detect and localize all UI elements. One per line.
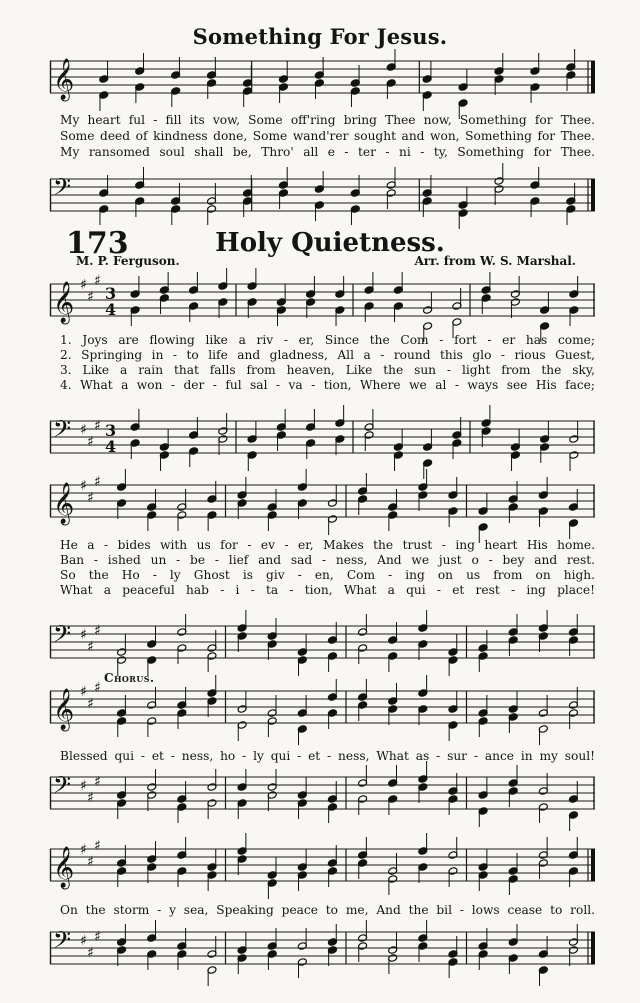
verse-lyric-line: 2. Springing in - to life and gladness, All a - round this glo - rious Guest, <box>60 348 595 362</box>
sharp-icon: ♯ <box>80 778 87 794</box>
sharp-icon: ♯ <box>80 627 87 643</box>
sharp-icon: ♯ <box>94 474 101 490</box>
sharp-icon: ♯ <box>80 684 87 700</box>
chorus-label: Chorus. <box>104 671 155 685</box>
staff-treble <box>50 273 595 323</box>
sharp-icon: ♯ <box>87 289 94 305</box>
lyric-line: My heart ful - fill its vow, Some off'ring bring Thee now, Something for Thee. <box>60 113 595 127</box>
arranger-credit: Arr. from W. S. Marshal. <box>414 254 576 268</box>
sharp-icon: ♯ <box>87 639 94 655</box>
sharp-icon: ♯ <box>87 790 94 806</box>
author-credit: M. P. Ferguson. <box>76 254 180 268</box>
staff-treble <box>50 59 595 100</box>
verse-lyric-line: What a peaceful hab - i - ta - tion, What a qui - et rest - ing place! <box>60 583 595 597</box>
sharp-icon: ♯ <box>80 933 87 949</box>
sharp-icon: ♯ <box>87 696 94 712</box>
time-signature: 3 <box>105 284 117 303</box>
final-barline <box>591 179 595 211</box>
treble-clef-icon: 𝄞 <box>53 59 75 100</box>
staff-treble <box>50 474 595 524</box>
staff-treble <box>50 838 595 888</box>
staff-bass <box>50 415 595 456</box>
verse-lyric-line: 4. What a won - der - ful sal - va - tion, Where we al - ways see His face; <box>60 378 595 392</box>
time-signature: 3 <box>105 421 117 440</box>
bass-clef-icon: 𝄢 <box>53 620 72 653</box>
chorus-lyric-line: Blessed qui - et - ness, ho - ly qui - et - ness, What as - sur - ance in my soul! <box>60 749 595 763</box>
treble-clef-icon: 𝄞 <box>53 847 75 888</box>
final-barline <box>591 849 595 881</box>
sharp-icon: ♯ <box>87 434 94 450</box>
sharp-icon: ♯ <box>94 273 101 289</box>
sharp-icon: ♯ <box>94 929 101 945</box>
sharp-icon: ♯ <box>94 623 101 639</box>
verse-lyric-line: Ban - ished un - be - lief and sad - ness, And we just o - bey and rest. <box>60 553 595 567</box>
staff-bass <box>50 771 595 810</box>
lyric-line: Some deed of kindness done, Some wand'rer sought and won, Something for Thee. <box>60 129 595 143</box>
treble-clef-icon: 𝄞 <box>53 483 75 524</box>
top-hymn-title: Something For Jesus. <box>192 24 448 49</box>
lyric-line: My ransomed soul shall be, Thro' all e - ter - ni - ty, Something for Thee. <box>60 145 595 159</box>
sharp-icon: ♯ <box>80 842 87 858</box>
hymn-title: Holy Quietness. <box>215 228 445 258</box>
bass-clef-icon: 𝄢 <box>53 771 72 804</box>
sharp-icon: ♯ <box>94 774 101 790</box>
sharp-icon: ♯ <box>94 418 101 434</box>
staff-bass <box>50 620 595 659</box>
staff-bass <box>50 173 595 212</box>
treble-clef-icon: 𝄞 <box>53 282 75 323</box>
sharp-icon: ♯ <box>87 854 94 870</box>
final-barline <box>591 932 595 964</box>
bass-clef-icon: 𝄢 <box>53 415 72 448</box>
time-signature: 4 <box>105 300 117 319</box>
sharp-icon: ♯ <box>80 422 87 438</box>
verse-lyric-line: 1. Joys are flowing like a riv - er, Since the Com - fort - er has come; <box>60 333 595 347</box>
verse-lyric-line: So the Ho - ly Ghost is giv - en, Com - ing on us from on high. <box>60 568 595 582</box>
bass-clef-icon: 𝄢 <box>53 926 72 959</box>
sharp-icon: ♯ <box>94 838 101 854</box>
treble-clef-icon: 𝄞 <box>53 689 75 730</box>
bass-clef-icon: 𝄢 <box>53 173 72 206</box>
time-signature: 4 <box>105 437 117 456</box>
verse-lyric-line: 3. Like a rain that falls from heaven, Like the sun - light from the sky, <box>60 363 595 377</box>
sharp-icon: ♯ <box>94 680 101 696</box>
final-barline <box>591 61 595 93</box>
chorus-lyric-line: On the storm - y sea, Speaking peace to me, And the bil - lows cease to roll. <box>60 903 595 917</box>
staff-bass <box>50 926 595 965</box>
staff-treble <box>50 680 595 730</box>
hymn-number: 173 <box>66 226 129 261</box>
sharp-icon: ♯ <box>87 945 94 961</box>
sharp-icon: ♯ <box>80 478 87 494</box>
verse-lyric-line: He a - bides with us for - ev - er, Makes the trust - ing heart His home. <box>60 538 595 552</box>
sharp-icon: ♯ <box>80 277 87 293</box>
sharp-icon: ♯ <box>87 490 94 506</box>
